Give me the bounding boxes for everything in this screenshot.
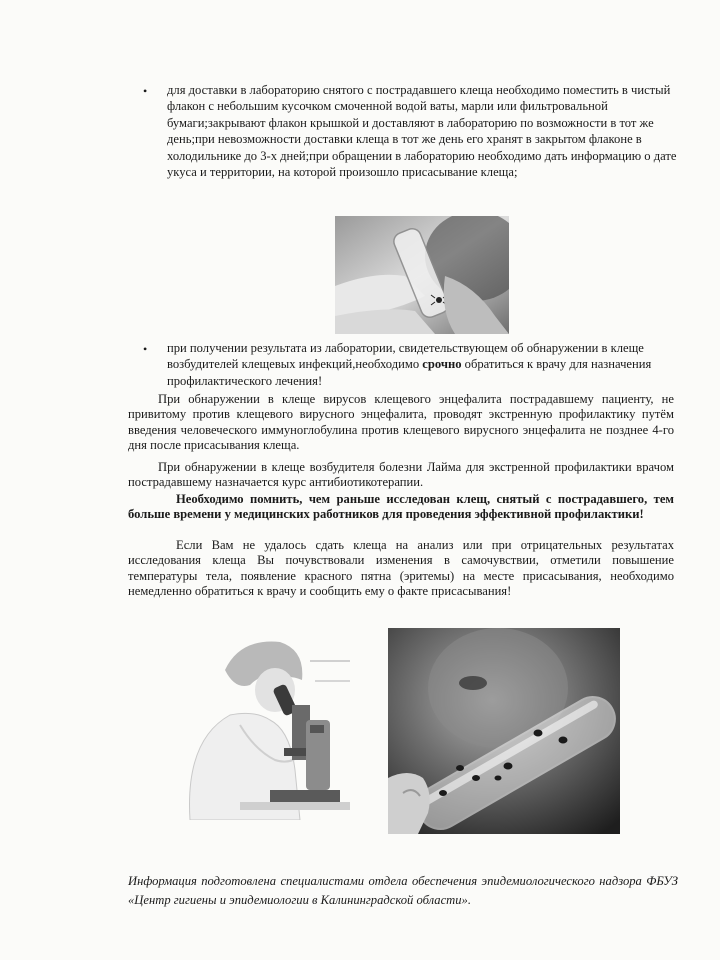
bullet-marker: • bbox=[143, 84, 148, 98]
photo-microscope bbox=[180, 630, 358, 820]
bullet-item-delivery bbox=[143, 82, 678, 180]
test-tube-illustration bbox=[388, 628, 620, 834]
footer-attribution: Информация подготовлена специалистами отдела обеспечения эпидемиологического надзора ФБУЗ «Центр гигиены и эпидемиологии в Калининградской области». bbox=[128, 874, 678, 907]
bullet-text: для доставки в лабораторию снятого с пострадавшего клеща необходимо поместить в чистый флакон с небольшим кусочком смоченной водой ваты, марли или фильтровальной бумаги;закрывают флакон крышкой и доставляют в лабораторию по возможности в тот же день;при невозможности доставки клеща в тот же день его хранят в закрытом флаконе в холодильнике до 3-х дней;при обращении в лабораторию необходимо дать информацию о дате укуса и территории, на которой произошло присасывание клеща; bbox=[167, 83, 677, 180]
vial-in-hand-illustration bbox=[335, 216, 509, 334]
paragraph-lyme: При обнаружении в клеще возбудителя болезни Лайма для экстренной профилактики врачом пострадавшему назначается курс антибиотикотерапии. bbox=[128, 460, 674, 490]
paragraph-encephalitis: При обнаружении в клеще вирусов клещевого энцефалита пострадавшему пациенту, не привитому против клещевого вирусного энцефалита, проводят экстренную профилактику путём введения человеческого иммуноглобулина против клещевого вирусного энцефалита не позднее 4-го дня после присасывания клеща. bbox=[128, 392, 674, 453]
bullet-marker: • bbox=[143, 342, 148, 356]
bullet-text-urgent: срочно bbox=[422, 357, 462, 372]
photo-vial-in-hand bbox=[335, 216, 509, 334]
bullet-text bbox=[167, 340, 678, 389]
photo-test-tube-ticks bbox=[388, 628, 620, 834]
bullet-text-before: при получении результата из лаборатории, свидетельствующем об обнаружении в клеще возбудителей клещевых инфекций,необходимо bbox=[167, 341, 644, 372]
bullet-text-after: обратиться к врачу для назначения профилактического лечения! bbox=[167, 357, 652, 388]
bullet-item-lab-result bbox=[143, 340, 678, 389]
paragraph-reminder: Необходимо помнить, чем раньше исследован клещ, снятый с пострадавшего, тем больше времени у медицинских работников для проведения эффективной профилактики! bbox=[128, 492, 674, 522]
microscope-illustration bbox=[180, 630, 358, 820]
paragraph-symptoms: Если Вам не удалось сдать клеща на анализ или при отрицательных результатах исследования клеща Вы почувствовали изменения в самочувствии, отметили повышение температуры тела, появление красного пятна (эритемы) на месте присасывания, необходимо немедленно обратиться к врачу и сообщить ему о факте присасывания! bbox=[128, 538, 674, 599]
